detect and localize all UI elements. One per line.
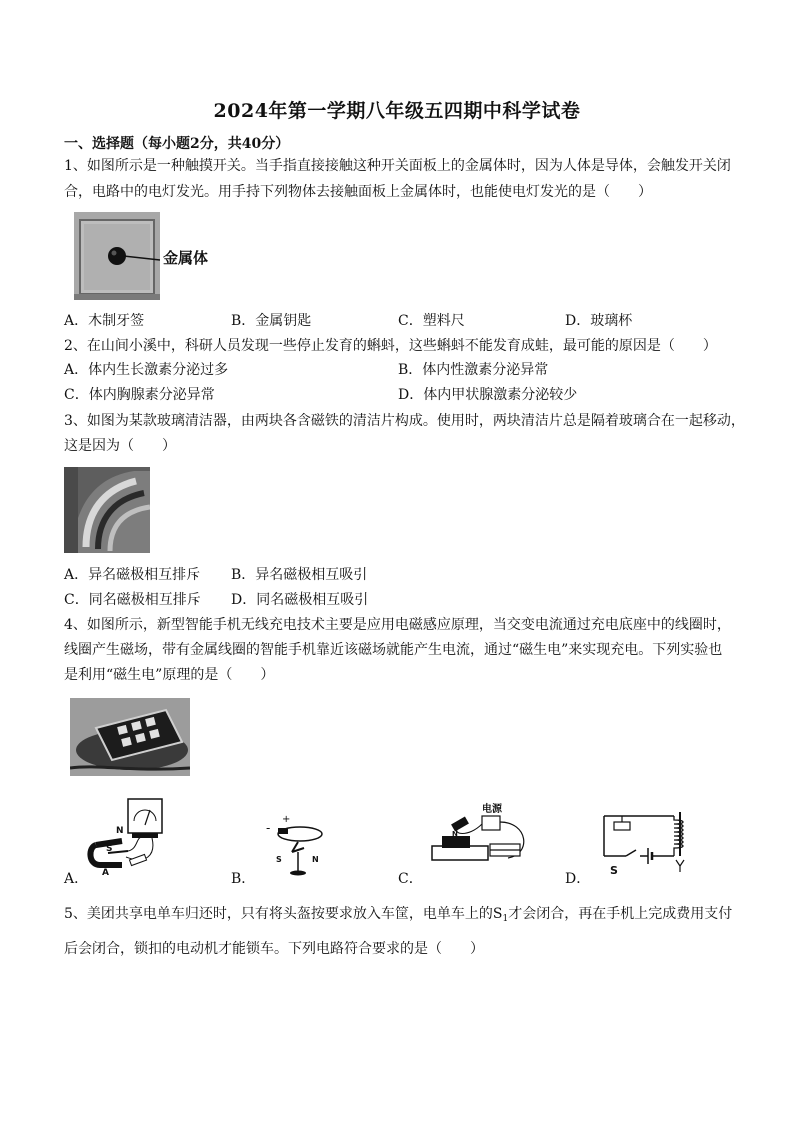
q5-line1-part1: 5、美团共享电单车归还时，只有将头盔按要求放入车筐，电单车上的S [64, 906, 503, 922]
fig-d-s-label: S [610, 864, 618, 876]
q4-option-a: A． [64, 871, 89, 887]
fig-b-plus-label: + [282, 814, 291, 825]
q4-option-c: C． [398, 871, 423, 887]
q5-switch-subscript: 1 [502, 914, 509, 924]
fig-b-s-label: S [276, 855, 282, 864]
wireless-charging-photo [70, 698, 190, 776]
wireless-charging-drawing [70, 698, 190, 776]
q2-option-c: C．体内胸腺素分泌异常 [64, 387, 215, 403]
fig-c-power-label: 电源 [482, 804, 502, 815]
q4-line3: 是利用“磁生电”原理的是（ ） [64, 667, 275, 683]
q3-option-d: D．同名磁极相互吸引 [231, 592, 369, 608]
q3-option-c: C．同名磁极相互排斥 [64, 592, 201, 608]
q1-option-c: C．塑料尺 [398, 313, 465, 329]
q2-option-d: D．体内甲状腺激素分泌较少 [398, 387, 578, 403]
q3-line1: 3、如图为某款玻璃清洁器，由两块各含磁铁的清洁片构成。使用时，两块清洁片总是隔着玻璃合在一起移动， [64, 413, 745, 429]
q3-option-a: A．异名磁极相互排斥 [64, 567, 201, 583]
q1-option-b: B．金属钥匙 [231, 313, 312, 329]
figure-c-motor-experiment [428, 798, 540, 870]
metal-pointer-line [120, 250, 160, 270]
section-heading: 一、选择题（每小题2分，共40分） [64, 136, 290, 152]
q4-option-d: D． [565, 871, 591, 887]
figure-d-electromagnet-circuit [596, 806, 692, 876]
fig-a-a-label: A [102, 868, 109, 877]
q1-option-d: D．玻璃杯 [565, 313, 633, 329]
q2-option-a: A．体内生长激素分泌过多 [64, 362, 229, 378]
q3-option-b: B．异名磁极相互吸引 [231, 567, 368, 583]
fig-b-minus-label: - [266, 821, 271, 835]
fig-a-s-label: S [106, 844, 113, 854]
glass-cleaner-drawing [64, 467, 150, 553]
page-title: 2024年第一学期八年级五四期中科学试卷 [213, 100, 581, 122]
q1-option-a: A．木制牙签 [64, 313, 145, 329]
fig-b-n-label: N [312, 855, 319, 864]
q1-line2: 合，电路中的电灯发光。用手持下列物体去接触面板上金属体时，也能使电灯发光的是（ ） [64, 184, 652, 200]
q5-line1 [64, 904, 744, 929]
glass-cleaner-photo [64, 467, 150, 553]
figure-b-oersted-experiment [262, 812, 332, 878]
q5-line1-part2: 才会闭合，再在手机上完成费用支付 [508, 906, 733, 922]
fig-a-n-label: N [116, 826, 124, 836]
q4-option-b: B． [231, 871, 256, 887]
figure-a-galvanometer-circuit [86, 795, 176, 877]
q4-line1: 4、如图所示，新型智能手机无线充电技术主要是应用电磁感应原理，当交变电流通过充电底座中的线圈时， [64, 617, 731, 633]
q2-option-b: B．体内性激素分泌异常 [398, 362, 549, 378]
metal-body-label: 金属体 [163, 249, 209, 267]
q4-line2: 线圈产生磁场，带有金属线圈的智能手机靠近该磁场就能产生电流，通过“磁生电”来实现充电。下列实验也 [64, 642, 723, 658]
q3-line2: 这是因为（ ） [64, 438, 176, 454]
q5-line2: 后会闭合，锁扣的电动机才能锁车。下列电路符合要求的是（ ） [64, 941, 484, 957]
fig-c-n-label: N [452, 830, 458, 838]
q1-line1: 1、如图所示是一种触摸开关。当手指直接接触这种开关面板上的金属体时，因为人体是导体，会触发开关闭 [64, 158, 731, 174]
q2-line1: 2、在山间小溪中，科研人员发现一些停止发育的蝌蚪，这些蝌蚪不能发育成蛙，最可能的原因是（ ） [64, 338, 717, 354]
